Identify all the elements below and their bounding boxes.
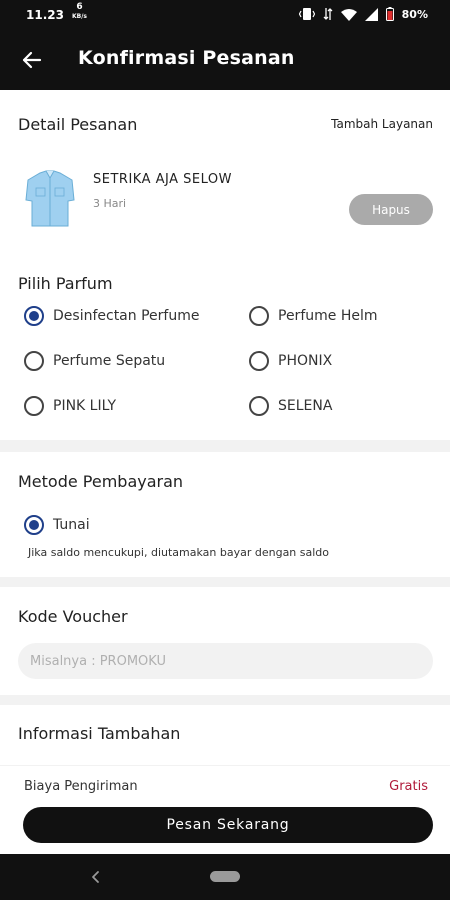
order-footer (0, 766, 450, 854)
vibrate-icon (299, 7, 315, 21)
radio-unselected-icon[interactable] (249, 396, 269, 416)
battery-icon (386, 7, 394, 21)
status-icons (299, 7, 428, 21)
payment-option[interactable] (24, 515, 90, 535)
perfume-option-label: PINK LILY (53, 398, 117, 414)
app-bar (0, 30, 450, 90)
payment-method-section (0, 452, 450, 577)
wifi-icon (341, 8, 357, 21)
signal-icon (365, 8, 378, 21)
perfume-option-label: PHONIX (278, 353, 333, 369)
nav-back-icon[interactable] (88, 869, 104, 885)
perfume-title: Pilih Parfum (18, 274, 113, 293)
additional-info-title: Informasi Tambahan (18, 724, 181, 743)
radio-unselected-icon[interactable] (24, 396, 44, 416)
status-time: 11.23 (26, 8, 64, 22)
add-service-link[interactable]: Tambah Layanan (331, 117, 433, 131)
radio-selected-icon[interactable] (24, 515, 44, 535)
shipping-cost-label: Biaya Pengiriman (24, 779, 138, 794)
perfume-option[interactable] (249, 396, 332, 416)
radio-unselected-icon[interactable] (249, 351, 269, 371)
system-nav-bar (0, 854, 450, 900)
network-speed-value: 6 (76, 2, 83, 12)
payment-method-title: Metode Pembayaran (18, 472, 184, 491)
voucher-title: Kode Voucher (18, 607, 128, 626)
order-detail-section (0, 90, 450, 440)
radio-selected-icon[interactable] (24, 306, 44, 326)
shirt-icon (24, 170, 76, 228)
radio-unselected-icon[interactable] (249, 306, 269, 326)
perfume-option-label: Desinfectan Perfume (53, 308, 200, 324)
item-name: SETRIKA AJA SELOW (93, 172, 232, 187)
battery-level: 80% (401, 7, 428, 21)
shipping-cost-value: Gratis (389, 779, 428, 794)
perfume-option[interactable] (249, 351, 332, 371)
perfume-option[interactable] (24, 351, 165, 371)
page-title: Konfirmasi Pesanan (78, 47, 295, 69)
perfume-option-label: Perfume Helm (278, 308, 378, 324)
perfume-option[interactable] (24, 396, 116, 416)
network-speed-unit: KB/s (72, 13, 87, 20)
voucher-input[interactable] (18, 643, 433, 679)
nav-home-pill[interactable] (210, 871, 240, 882)
perfume-option[interactable] (249, 306, 377, 326)
perfume-option-label: Perfume Sepatu (53, 353, 166, 369)
arrow-left-icon[interactable] (20, 48, 44, 72)
additional-info-section[interactable] (0, 705, 450, 765)
voucher-section (0, 587, 450, 695)
item-duration: 3 Hari (93, 197, 127, 210)
payment-option-label: Tunai (53, 517, 90, 533)
order-detail-title: Detail Pesanan (18, 115, 138, 134)
network-speed (72, 3, 87, 21)
delete-item-button[interactable]: Hapus (349, 194, 433, 225)
data-transfer-icon (323, 7, 333, 21)
perfume-option-label: SELENA (278, 398, 333, 414)
status-bar (0, 0, 450, 30)
order-now-button[interactable]: Pesan Sekarang (23, 807, 433, 843)
perfume-option[interactable] (24, 306, 199, 326)
payment-note: Jika saldo mencukupi, diutamakan bayar dengan saldo (28, 546, 330, 559)
radio-unselected-icon[interactable] (24, 351, 44, 371)
